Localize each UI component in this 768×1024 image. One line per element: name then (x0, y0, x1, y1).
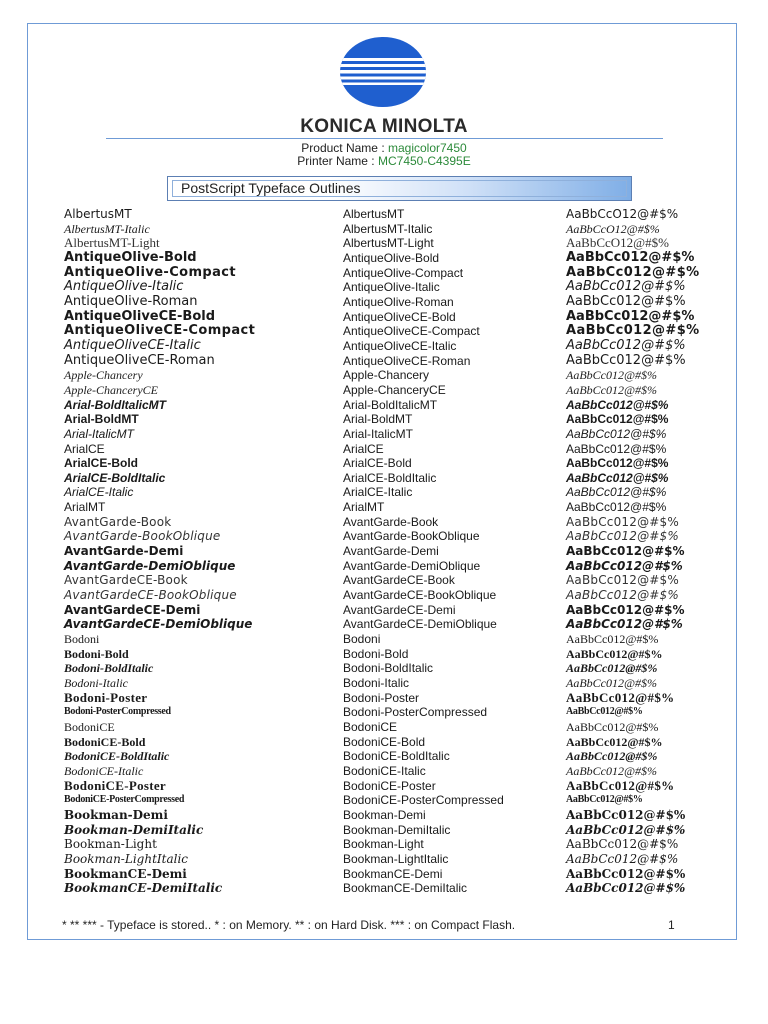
font-sample: ArialCE-Italic (64, 485, 134, 500)
font-preview: AaBbCc012@#$% (566, 676, 658, 690)
font-row (0, 544, 768, 559)
font-row (0, 368, 768, 383)
font-sample: Apple-ChanceryCE (64, 382, 158, 397)
font-preview: AaBbCc012@#$% (566, 646, 663, 661)
font-name: ArialCE-Bold (343, 456, 412, 471)
font-sample: AvantGardeCE-BookOblique (64, 588, 237, 603)
font-name: Apple-Chancery (343, 368, 430, 383)
font-row (0, 749, 768, 764)
font-name: Bodoni-PosterCompressed (343, 705, 488, 720)
font-row (0, 354, 768, 369)
font-row (0, 559, 768, 574)
font-name: ArialMT (343, 500, 385, 515)
font-sample: Bodoni-Italic (64, 676, 128, 690)
font-preview: AaBbCc012@#$% (566, 749, 658, 764)
section-title: PostScript Typeface Outlines (181, 180, 361, 196)
font-row (0, 676, 768, 691)
font-row (0, 852, 768, 867)
font-preview: AaBbCc012@#$% (566, 352, 686, 368)
font-name: ArialCE-Italic (343, 485, 413, 500)
font-row (0, 383, 768, 398)
font-name: AvantGarde-Demi (343, 544, 439, 559)
font-preview: AaBbCc012@#$% (566, 822, 686, 837)
font-preview: AaBbCc012@#$% (566, 456, 669, 471)
font-name: BodoniCE-PosterCompressed (343, 793, 504, 808)
font-sample: Bodoni-Poster (64, 689, 148, 705)
font-preview: AaBbCc012@#$% (566, 412, 669, 427)
font-name: Bodoni (343, 632, 381, 647)
font-name: BookmanCE-Demi (343, 866, 443, 881)
font-name: AlbertusMT (343, 207, 405, 221)
font-row (0, 617, 768, 632)
font-name: ArialCE (343, 441, 384, 456)
font-sample: Bodoni (64, 632, 100, 647)
font-name: AvantGarde-BookOblique (343, 529, 480, 544)
font-sample: ArialCE-BoldItalic (64, 470, 166, 485)
font-name: BodoniCE (343, 719, 398, 734)
font-name: AvantGardeCE-Demi (343, 602, 456, 617)
font-row (0, 881, 768, 896)
font-sample: AntiqueOlive-Bold (64, 249, 197, 265)
font-name: Bodoni-Italic (343, 676, 410, 690)
font-preview: AaBbCc012@#$% (566, 249, 695, 265)
font-preview: AaBbCcO12@#$% (566, 207, 679, 221)
font-sample: AvantGardeCE-Book (64, 573, 188, 588)
product-name-line (0, 141, 768, 155)
font-sample: AntiqueOliveCE-Roman (64, 352, 215, 368)
font-row (0, 603, 768, 618)
font-row (0, 280, 768, 295)
font-name: Bookman-Demi (343, 807, 426, 822)
font-row (0, 471, 768, 486)
font-name: Bookman-DemiItalic (343, 822, 451, 837)
font-row (0, 456, 768, 471)
font-preview: AaBbCc012@#$% (566, 617, 683, 632)
font-preview: AaBbCc012@#$% (566, 588, 679, 603)
font-preview: AaBbCc012@#$% (566, 661, 658, 676)
font-name: AlbertusMT-Light (343, 236, 434, 251)
font-name: Bodoni-Bold (343, 646, 409, 661)
font-sample: Arial-BoldItalicMT (64, 397, 167, 412)
font-row (0, 764, 768, 779)
font-row (0, 266, 768, 281)
font-row (0, 691, 768, 706)
font-list (0, 207, 768, 896)
font-name: AvantGarde-Book (343, 514, 439, 529)
font-sample: Bookman-Demi (64, 807, 168, 822)
brand-name: KONICA MINOLTA (300, 116, 468, 137)
font-name: AntiqueOlive-Compact (343, 265, 464, 280)
font-sample: BodoniCE-Italic (64, 763, 144, 778)
font-name: Apple-ChanceryCE (343, 382, 446, 397)
font-row (0, 412, 768, 427)
section-banner (167, 176, 632, 201)
font-sample: BodoniCE-Bold (64, 734, 146, 749)
font-preview: AaBbCc012@#$% (566, 500, 667, 515)
font-preview: AaBbCc012@#$% (566, 866, 686, 881)
font-name: AvantGardeCE-DemiOblique (343, 617, 497, 632)
font-sample: BodoniCE (64, 719, 115, 734)
font-preview: AaBbCc012@#$% (566, 602, 685, 617)
font-name: Bookman-LightItalic (343, 851, 449, 866)
font-name: Bodoni-BoldItalic (343, 661, 434, 676)
font-row (0, 398, 768, 413)
font-preview: AaBbCcO12@#$% (566, 221, 660, 236)
font-sample: Bodoni-BoldItalic (64, 661, 154, 676)
font-sample: AntiqueOliveCE-Compact (64, 323, 256, 339)
font-row (0, 485, 768, 500)
font-preview: AaBbCc012@#$% (566, 794, 643, 806)
font-sample: AntiqueOlive-Roman (64, 293, 198, 309)
font-preview: AaBbCc012@#$% (566, 308, 695, 324)
font-name: AntiqueOliveCE-Roman (343, 353, 471, 368)
font-sample: AvantGarde-BookOblique (64, 529, 221, 544)
font-sample: Bodoni-PosterCompressed (64, 706, 171, 718)
font-preview: AaBbCc012@#$% (566, 706, 643, 718)
font-sample: Bookman-Light (64, 837, 157, 852)
font-name: AvantGarde-DemiOblique (343, 558, 481, 573)
font-preview: AaBbCc012@#$% (566, 293, 686, 309)
font-name: AlbertusMT-Italic (343, 221, 433, 236)
font-sample: AlbertusMT-Italic (64, 221, 150, 236)
font-row (0, 588, 768, 603)
font-sample: BodoniCE-BoldItalic (64, 749, 170, 764)
font-row (0, 867, 768, 882)
font-row (0, 295, 768, 310)
font-name: BodoniCE-Italic (343, 763, 426, 778)
font-row (0, 779, 768, 794)
font-preview: AaBbCc012@#$% (566, 807, 686, 822)
font-sample: Arial-ItalicMT (64, 426, 135, 441)
font-sample: Apple-Chancery (64, 368, 143, 383)
font-row (0, 720, 768, 735)
font-row (0, 705, 768, 720)
font-sample: AntiqueOliveCE-Italic (64, 337, 201, 353)
font-sample: Bookman-DemiItalic (64, 822, 204, 837)
font-sample: Bookman-LightItalic (64, 851, 189, 866)
font-name: Arial-BoldMT (343, 412, 413, 427)
font-name: AntiqueOliveCE-Italic (343, 338, 457, 353)
font-sample: AntiqueOlive-Italic (64, 279, 184, 295)
font-name: BodoniCE-BoldItalic (343, 749, 450, 764)
font-preview: AaBbCc012@#$% (566, 689, 675, 705)
font-name: AntiqueOliveCE-Bold (343, 309, 456, 324)
font-row (0, 808, 768, 823)
font-preview: AaBbCc012@#$% (566, 719, 659, 734)
font-sample: Arial-BoldMT (64, 412, 139, 427)
font-row (0, 529, 768, 544)
font-preview: AaBbCc012@#$% (566, 426, 667, 441)
font-sample: BodoniCE-PosterCompressed (64, 794, 185, 806)
page-number: 1 (668, 918, 675, 932)
font-name: Bookman-Light (343, 837, 424, 852)
font-name: ArialCE-BoldItalic (343, 470, 437, 485)
font-preview: AaBbCc012@#$% (566, 441, 667, 456)
font-preview: AaBbCc012@#$% (566, 881, 686, 896)
header-divider (106, 138, 663, 139)
font-name: Arial-ItalicMT (343, 426, 414, 441)
font-preview: AaBbCc012@#$% (566, 851, 679, 866)
font-row (0, 793, 768, 808)
font-preview: AaBbCc012@#$% (566, 777, 675, 793)
font-row (0, 339, 768, 354)
font-row (0, 823, 768, 838)
font-preview: AaBbCcO12@#$% (566, 235, 669, 251)
font-sample: ArialMT (64, 500, 106, 515)
font-sample: AvantGardeCE-DemiOblique (64, 617, 253, 632)
font-sample: BodoniCE-Poster (64, 777, 166, 793)
font-sample: Bodoni-Bold (64, 646, 129, 661)
font-preview: AaBbCc012@#$% (566, 763, 658, 778)
font-sample: AntiqueOlive-Compact (64, 264, 237, 280)
font-row (0, 310, 768, 325)
font-preview: AaBbCc012@#$% (566, 558, 683, 573)
font-row (0, 222, 768, 237)
font-preview: AaBbCc012@#$% (566, 264, 700, 280)
font-preview: AaBbCc012@#$% (566, 734, 663, 749)
font-preview: AaBbCc012@#$% (566, 337, 686, 353)
font-sample: BookmanCE-Demi (64, 866, 187, 881)
font-preview: AaBbCc012@#$% (566, 397, 669, 412)
font-row (0, 427, 768, 442)
font-preview: AaBbCc012@#$% (566, 279, 686, 295)
font-name: AntiqueOlive-Italic (343, 280, 440, 295)
font-preview: AaBbCc012@#$% (566, 368, 658, 383)
font-row (0, 324, 768, 339)
font-sample: AlbertusMT-Light (64, 235, 160, 251)
font-sample: AvantGarde-DemiOblique (64, 558, 236, 573)
font-row (0, 632, 768, 647)
printer-name-value: MC7450-C4395E (377, 154, 471, 168)
konica-minolta-logo-icon (340, 37, 426, 107)
font-sample: AlbertusMT (64, 207, 132, 221)
font-row (0, 251, 768, 266)
font-sample: AvantGarde-Book (64, 514, 172, 529)
font-row (0, 236, 768, 251)
font-name: BodoniCE-Poster (343, 778, 436, 793)
font-sample: BookmanCE-DemiItalic (64, 881, 223, 896)
font-row (0, 442, 768, 457)
font-name: Bodoni-Poster (343, 690, 420, 705)
font-preview: AaBbCc012@#$% (566, 573, 679, 588)
font-preview: AaBbCc012@#$% (566, 544, 685, 559)
font-preview: AaBbCc012@#$% (566, 529, 679, 544)
font-sample: AvantGardeCE-Demi (64, 602, 201, 617)
font-name: AntiqueOlive-Bold (343, 250, 440, 265)
font-preview: AaBbCc012@#$% (566, 485, 667, 500)
font-preview: AaBbCc012@#$% (566, 837, 679, 852)
font-row (0, 661, 768, 676)
font-name: AvantGardeCE-Book (343, 573, 455, 588)
font-sample: AntiqueOliveCE-Bold (64, 308, 216, 324)
font-sample: AvantGarde-Demi (64, 544, 184, 559)
font-row (0, 500, 768, 515)
font-row (0, 515, 768, 530)
font-name: AntiqueOlive-Roman (343, 294, 454, 309)
font-preview: AaBbCc012@#$% (566, 632, 659, 647)
font-row (0, 837, 768, 852)
font-preview: AaBbCc012@#$% (566, 514, 679, 529)
font-row (0, 207, 768, 222)
font-sample: ArialCE-Bold (64, 456, 139, 471)
font-preview: AaBbCc012@#$% (566, 382, 658, 397)
font-row (0, 647, 768, 662)
font-preview: AaBbCc012@#$% (566, 470, 669, 485)
font-name: AvantGardeCE-BookOblique (343, 588, 497, 603)
font-row (0, 573, 768, 588)
font-name: BookmanCE-DemiItalic (343, 881, 468, 896)
font-preview: AaBbCc012@#$% (566, 323, 700, 339)
printer-name-label: Printer Name : (297, 154, 378, 168)
font-sample: ArialCE (64, 441, 105, 456)
product-name-label: Product Name : (301, 141, 388, 155)
font-row (0, 735, 768, 750)
footer-note: * ** *** - Typeface is stored.. * : on Memory. ** : on Hard Disk. *** : on Compact Flash. (62, 918, 516, 932)
product-name-value: magicolor7450 (387, 141, 467, 155)
font-name: BodoniCE-Bold (343, 734, 426, 749)
font-name: Arial-BoldItalicMT (343, 397, 438, 412)
printer-name-line (0, 154, 768, 168)
font-name: AntiqueOliveCE-Compact (343, 324, 480, 339)
